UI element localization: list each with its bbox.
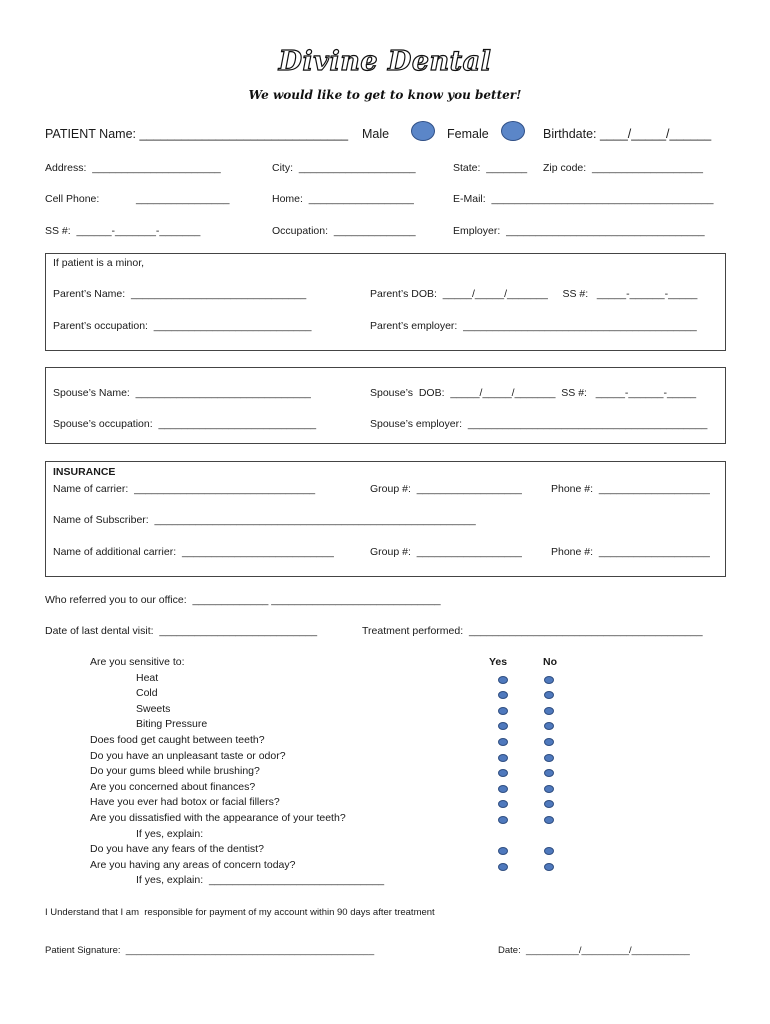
question-text: Sweets [136, 702, 171, 715]
parent-employer-field[interactable]: Parent’s employer: ________________________________________ [370, 320, 697, 332]
question-text: Are you sensitive to: [90, 656, 185, 668]
yes-radio[interactable] [498, 722, 508, 730]
yes-radio[interactable] [498, 754, 508, 762]
group-field-1[interactable]: Group #: __________________ [370, 483, 522, 495]
no-column-header: No [543, 656, 557, 668]
question-text: Biting Pressure [136, 718, 208, 731]
patient-name-field[interactable]: PATIENT Name: ______________________________ [45, 127, 349, 141]
occupation-field[interactable]: Occupation: ______________ [272, 225, 416, 237]
no-radio[interactable] [544, 691, 554, 699]
question-text: Cold [136, 687, 158, 700]
no-radio[interactable] [544, 676, 554, 684]
last-visit-field[interactable]: Date of last dental visit: ___________________________ [45, 625, 318, 637]
payment-statement: I Understand that I am responsible for payment of my account within 90 days after treatment [45, 907, 435, 918]
question-text: Heat [136, 671, 159, 684]
insurance-heading: INSURANCE [53, 466, 116, 478]
yes-radio[interactable] [498, 847, 508, 855]
spouse-dob-field[interactable]: Spouse’s DOB: _____/_____/_______ SS #: _____-______-_____ [370, 387, 697, 399]
yes-radio[interactable] [498, 707, 508, 715]
address-field[interactable]: Address: ______________________ [45, 162, 221, 174]
subscriber-field[interactable]: Name of Subscriber: _______________________________________________________ [53, 514, 476, 526]
no-radio[interactable] [544, 785, 554, 793]
spouse-employer-field[interactable]: Spouse’s employer: _________________________________________ [370, 418, 708, 430]
spouse-name-field[interactable]: Spouse’s Name: ______________________________ [53, 387, 311, 399]
question-text: Do you have an unpleasant taste or odor? [90, 749, 286, 762]
ss-field[interactable]: SS #: ______-_______-_______ [45, 225, 201, 237]
no-radio[interactable] [544, 863, 554, 871]
cell-phone-field[interactable]: ________________ [136, 193, 230, 205]
birthdate-field[interactable]: Birthdate: ____/_____/______ [543, 127, 712, 141]
parent-dob-field[interactable]: Parent’s DOB: _____/_____/_______ SS #: _____-______-_____ [370, 288, 698, 300]
question-text: If yes, explain: ______________________________ [136, 874, 385, 887]
parent-occupation-field[interactable]: Parent’s occupation: ___________________________ [53, 320, 312, 332]
city-field[interactable]: City: ____________________ [272, 162, 416, 174]
email-field[interactable]: E-Mail: ______________________________________ [453, 193, 714, 205]
date-field[interactable]: Date: __________/_________/___________ [498, 945, 690, 956]
minor-heading: If patient is a minor, [53, 257, 145, 269]
yes-radio[interactable] [498, 816, 508, 824]
female-radio[interactable] [501, 121, 525, 141]
no-radio[interactable] [544, 707, 554, 715]
question-text: Are you dissatisfied with the appearance of your teeth? [90, 812, 346, 824]
carrier-field[interactable]: Name of carrier: _______________________________ [53, 483, 316, 495]
yes-column-header: Yes [489, 656, 508, 668]
question-text: Are you concerned about finances? [90, 780, 256, 793]
no-radio[interactable] [544, 800, 554, 808]
no-radio[interactable] [544, 722, 554, 730]
question-text: Are you having any areas of concern today? [90, 858, 296, 871]
yes-radio[interactable] [498, 863, 508, 871]
question-text: Does food get caught between teeth? [90, 734, 265, 746]
phone-field-1[interactable]: Phone #: ___________________ [551, 483, 710, 495]
no-radio[interactable] [544, 847, 554, 855]
spouse-section [45, 367, 726, 444]
group-field-2[interactable]: Group #: __________________ [370, 546, 522, 558]
practice-title: Divine Dental [278, 46, 492, 77]
yes-radio[interactable] [498, 738, 508, 746]
yes-radio[interactable] [498, 800, 508, 808]
state-field[interactable]: State: _______ [453, 162, 528, 174]
yes-radio[interactable] [498, 676, 508, 684]
yes-radio[interactable] [498, 691, 508, 699]
parent-name-field[interactable]: Parent’s Name: ______________________________ [53, 288, 307, 300]
referred-field[interactable]: Who referred you to our office: _____________ _____________________________ [45, 594, 441, 606]
form-subtitle: We would like to get to know you better! [248, 88, 522, 102]
yes-radio[interactable] [498, 769, 508, 777]
signature-field[interactable]: Patient Signature: _______________________________________________ [45, 945, 375, 956]
zip-field[interactable]: Zip code: ___________________ [543, 162, 703, 174]
male-radio[interactable] [411, 121, 435, 141]
question-text: If yes, explain: [136, 827, 204, 840]
no-radio[interactable] [544, 769, 554, 777]
question-text: Do you have any fears of the dentist? [90, 843, 264, 856]
no-radio[interactable] [544, 754, 554, 762]
home-phone-field[interactable]: Home: __________________ [272, 193, 414, 205]
cell-phone-label: Cell Phone: [45, 193, 100, 205]
no-radio[interactable] [544, 738, 554, 746]
phone-field-2[interactable]: Phone #: ___________________ [551, 546, 710, 558]
female-label: Female [447, 127, 489, 141]
yes-radio[interactable] [498, 785, 508, 793]
additional-carrier-field[interactable]: Name of additional carrier: __________________________ [53, 546, 334, 558]
spouse-occupation-field[interactable]: Spouse’s occupation: ___________________________ [53, 418, 317, 430]
male-label: Male [362, 127, 390, 141]
minor-section [45, 253, 726, 351]
question-text: Do your gums bleed while brushing? [90, 765, 260, 778]
no-radio[interactable] [544, 816, 554, 824]
employer-field[interactable]: Employer: __________________________________ [453, 225, 705, 237]
treatment-field[interactable]: Treatment performed: ________________________________________ [362, 625, 703, 637]
question-text: Have you ever had botox or facial fillers? [90, 796, 280, 809]
